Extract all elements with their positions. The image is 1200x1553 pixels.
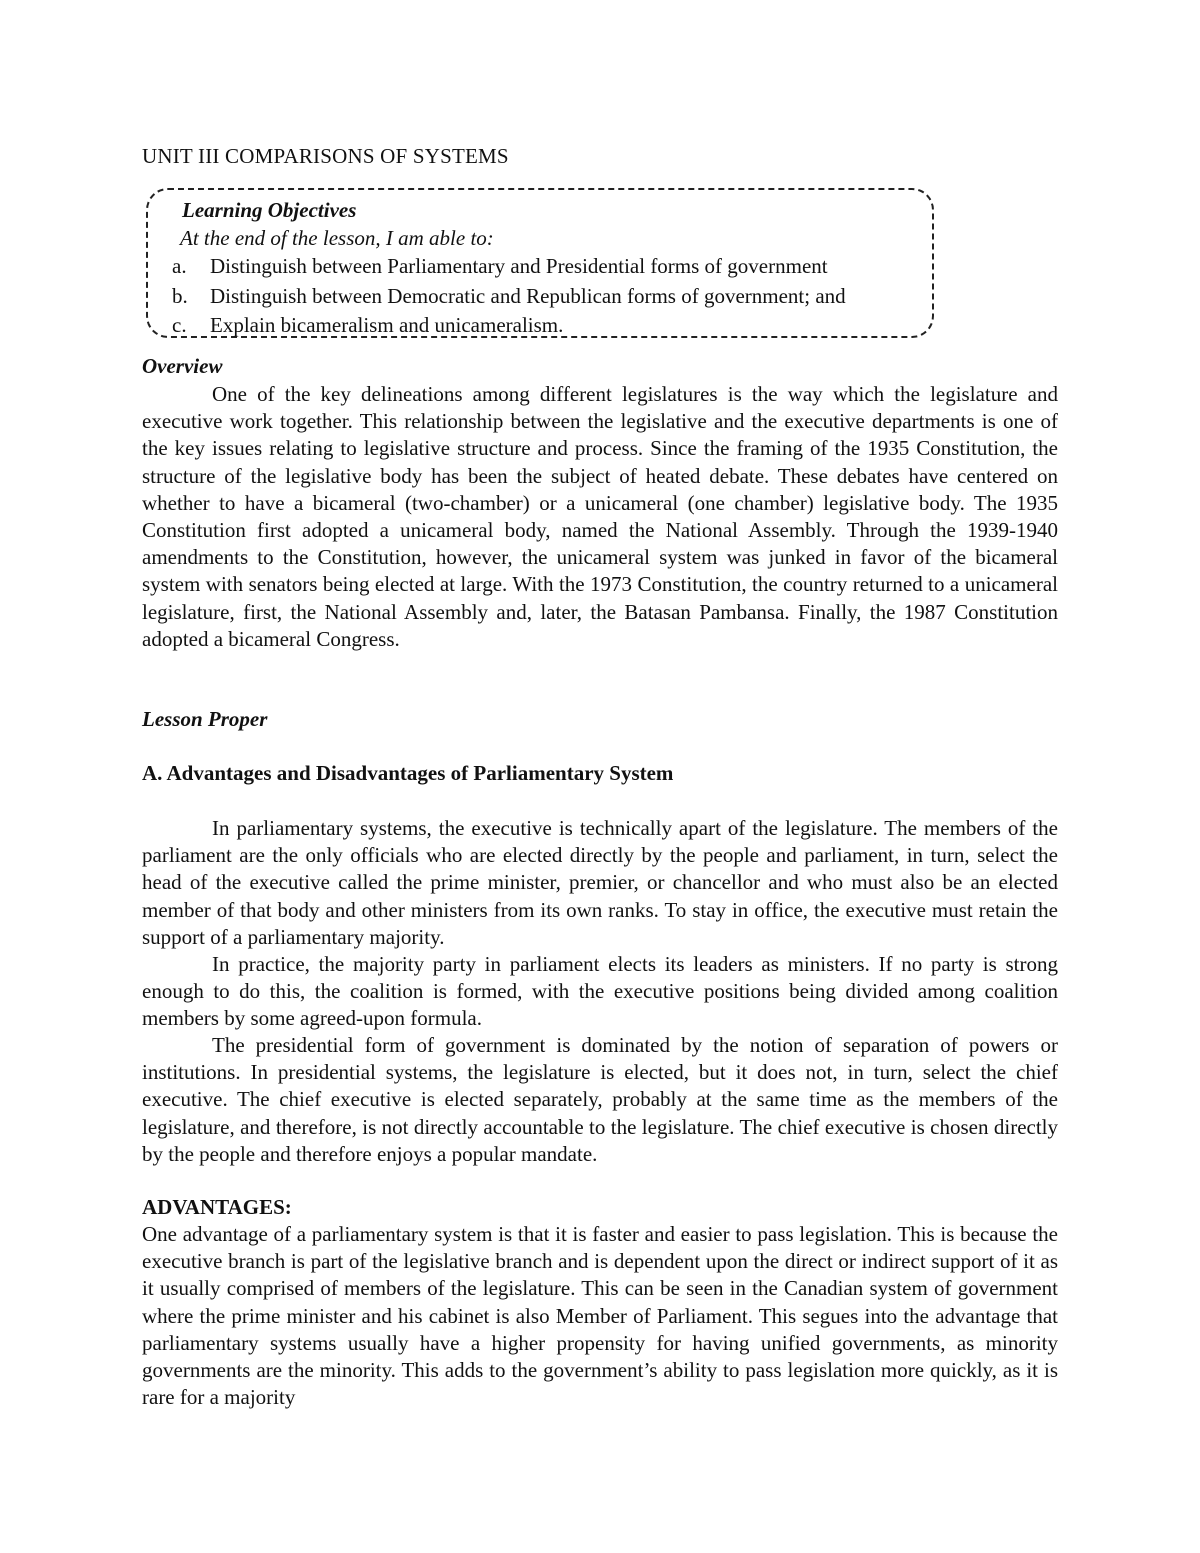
unit-title: UNIT III COMPARISONS OF SYSTEMS: [142, 144, 509, 168]
learning-objectives-heading: Learning Objectives: [182, 198, 357, 222]
objective-letter: b.: [172, 283, 188, 308]
objective-letter: a.: [172, 254, 187, 278]
objective-item: [172, 252, 846, 282]
lesson-paragraph-3: The presidential form of government is dominated by the notion of separation of powers or institutions. In presidential systems, the legislature is elected, but it does not, in turn, select the chief executive. The chief executive is elected separately, probably at the same time as the members of the legislature, and therefore, is not directly accountable to the legislature. The chief executive is chosen directly by the people and therefore enjoys a popular mandate.: [142, 1033, 1058, 1166]
advantages-heading: ADVANTAGES:: [142, 1195, 292, 1219]
advantages-paragraph: One advantage of a parliamentary system is that it is faster and easier to pass legislation. This is because the executive branch is part of the legislative branch and is dependent upon the direct or indirect support of it as it usually comprised of members of the legislature. This can be seen in the Canadian system of government where the prime minister and his cabinet is also Member of Parliament. This segues into the advantage that parliamentary systems usually have a higher propensity for having unified governments, as minority governments are the minority. This adds to the government’s ability to pass legislation more quickly, as it is rare for a majority: [142, 1222, 1058, 1410]
objective-item: [172, 282, 846, 312]
lesson-paragraph-2: In practice, the majority party in parliament elects its leaders as ministers. If no party is strong enough to do this, the coalition is formed, with the executive positions being divided among coalition members by some agreed-upon formula.: [142, 952, 1058, 1031]
overview-label: Overview: [142, 354, 223, 378]
objective-item: [172, 311, 846, 341]
lesson-proper-label: Lesson Proper: [142, 707, 268, 731]
section-a-title: A. Advantages and Disadvantages of Parliamentary System: [142, 761, 674, 785]
objective-text: Distinguish between Parliamentary and Presidential forms of government: [210, 254, 828, 278]
learning-objectives-list: [172, 252, 846, 341]
learning-objectives-intro: At the end of the lesson, I am able to:: [180, 226, 494, 250]
objective-text: Explain bicameralism and unicameralism.: [210, 313, 564, 337]
objective-text: Distinguish between Democratic and Republican forms of government; and: [210, 283, 846, 308]
lesson-paragraph-1: In parliamentary systems, the executive is technically apart of the legislature. The members of the parliament are the only officials who are elected directly by the people and parliament, in turn, select the head of the executive called the prime minister, premier, or chancellor and who must also be an elected member of that body and other ministers from its own ranks. To stay in office, the executive must retain the support of a parliamentary majority.: [142, 816, 1058, 949]
objective-letter: c.: [172, 313, 187, 337]
overview-paragraph: One of the key delineations among different legislatures is the way which the legislature and executive work together. This relationship between the legislative and the executive departments is one of the key issues relating to legislative structure and process. Since the framing of the 1935 Constitution, the structure of the legislative body has been the subject of heated debate. These debates have centered on whether to have a bicameral (two-chamber) or a unicameral (one chamber) legislative body. The 1935 Constitution first adopted a unicameral body, named the National Assembly. Through the 1939-1940 amendments to the Constitution, however, the unicameral system was junked in favor of the bicameral system with senators being elected at large. With the 1973 Constitution, the country returned to a unicameral legislature, first, the National Assembly and, later, the Batasan Pambansa. Finally, the 1987 Constitution adopted a bicameral Congress.: [142, 382, 1058, 651]
